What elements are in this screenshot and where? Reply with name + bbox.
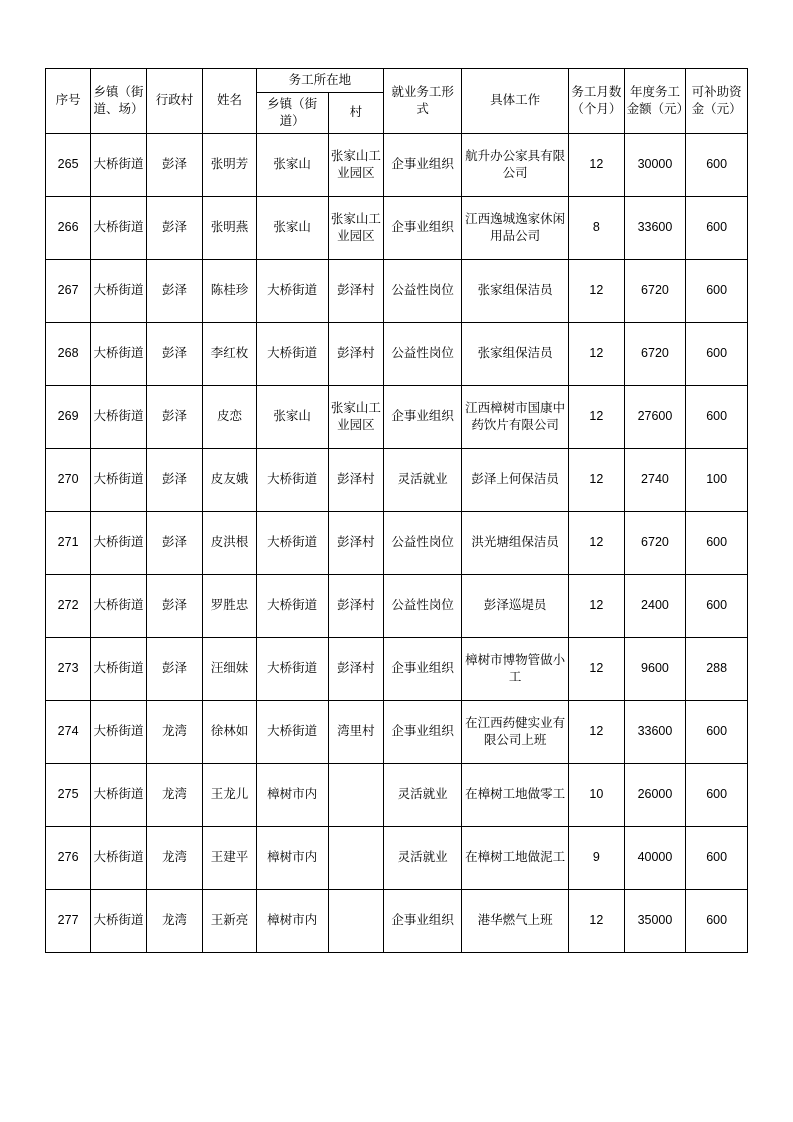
cell-job: 航升办公家具有限公司 xyxy=(462,133,569,196)
table-row xyxy=(46,574,748,637)
header-months: 务工月数（个月） xyxy=(569,69,625,134)
header-work-form: 就业务工形式 xyxy=(384,69,462,134)
table-row xyxy=(46,700,748,763)
cell-months: 12 xyxy=(569,511,625,574)
cell-subsidy: 600 xyxy=(686,511,748,574)
cell-work-form: 灵活就业 xyxy=(384,448,462,511)
cell-subsidy: 600 xyxy=(686,763,748,826)
cell-amount: 6720 xyxy=(624,322,686,385)
cell-work-village: 张家山工业园区 xyxy=(328,196,384,259)
cell-amount: 26000 xyxy=(624,763,686,826)
cell-work-form: 企事业组织 xyxy=(384,196,462,259)
cell-months: 12 xyxy=(569,637,625,700)
cell-work-town: 樟树市内 xyxy=(256,889,328,952)
cell-work-village: 彭泽村 xyxy=(328,637,384,700)
cell-name: 李红枚 xyxy=(203,322,256,385)
cell-work-village: 彭泽村 xyxy=(328,259,384,322)
cell-amount: 33600 xyxy=(624,700,686,763)
table-row xyxy=(46,889,748,952)
cell-seq: 274 xyxy=(46,700,91,763)
cell-village: 彭泽 xyxy=(146,322,203,385)
cell-work-village: 彭泽村 xyxy=(328,574,384,637)
cell-amount: 2740 xyxy=(624,448,686,511)
cell-work-form: 灵活就业 xyxy=(384,826,462,889)
table-row xyxy=(46,259,748,322)
cell-village: 龙湾 xyxy=(146,826,203,889)
cell-work-town: 大桥街道 xyxy=(256,448,328,511)
header-amount: 年度务工金额（元） xyxy=(624,69,686,134)
cell-work-town: 大桥街道 xyxy=(256,259,328,322)
cell-name: 陈桂珍 xyxy=(203,259,256,322)
cell-job: 江西逸城逸家休闲用品公司 xyxy=(462,196,569,259)
cell-name: 张明芳 xyxy=(203,133,256,196)
cell-subsidy: 600 xyxy=(686,196,748,259)
cell-job: 在樟树工地做泥工 xyxy=(462,826,569,889)
cell-subsidy: 288 xyxy=(686,637,748,700)
cell-amount: 27600 xyxy=(624,385,686,448)
cell-village: 彭泽 xyxy=(146,448,203,511)
cell-amount: 6720 xyxy=(624,511,686,574)
cell-town: 大桥街道 xyxy=(91,700,147,763)
header-work-place-group: 务工所在地 xyxy=(256,69,383,93)
header-work-village: 村 xyxy=(328,92,384,133)
table-row xyxy=(46,826,748,889)
table-header xyxy=(46,69,748,134)
cell-subsidy: 600 xyxy=(686,385,748,448)
cell-amount: 2400 xyxy=(624,574,686,637)
cell-village: 龙湾 xyxy=(146,889,203,952)
cell-work-town: 大桥街道 xyxy=(256,511,328,574)
cell-seq: 276 xyxy=(46,826,91,889)
cell-town: 大桥街道 xyxy=(91,196,147,259)
cell-amount: 40000 xyxy=(624,826,686,889)
cell-village: 彭泽 xyxy=(146,259,203,322)
cell-job: 张家组保洁员 xyxy=(462,259,569,322)
cell-work-village: 彭泽村 xyxy=(328,511,384,574)
cell-work-form: 公益性岗位 xyxy=(384,511,462,574)
cell-town: 大桥街道 xyxy=(91,259,147,322)
table-row xyxy=(46,448,748,511)
header-name: 姓名 xyxy=(203,69,256,134)
table-body xyxy=(46,133,748,952)
table-row xyxy=(46,637,748,700)
cell-amount: 30000 xyxy=(624,133,686,196)
cell-work-village xyxy=(328,763,384,826)
cell-work-town: 大桥街道 xyxy=(256,322,328,385)
subsidy-table xyxy=(45,68,748,953)
cell-work-form: 公益性岗位 xyxy=(384,574,462,637)
cell-seq: 267 xyxy=(46,259,91,322)
cell-town: 大桥街道 xyxy=(91,133,147,196)
cell-months: 12 xyxy=(569,700,625,763)
table-row xyxy=(46,196,748,259)
cell-town: 大桥街道 xyxy=(91,826,147,889)
cell-work-village: 彭泽村 xyxy=(328,322,384,385)
cell-work-town: 张家山 xyxy=(256,133,328,196)
cell-work-town: 张家山 xyxy=(256,385,328,448)
cell-seq: 265 xyxy=(46,133,91,196)
cell-village: 彭泽 xyxy=(146,133,203,196)
cell-work-form: 企事业组织 xyxy=(384,385,462,448)
cell-job: 彭泽巡堤员 xyxy=(462,574,569,637)
cell-job: 江西樟树市国康中药饮片有限公司 xyxy=(462,385,569,448)
cell-work-town: 樟树市内 xyxy=(256,826,328,889)
cell-work-form: 企事业组织 xyxy=(384,637,462,700)
header-town: 乡镇（街道、场） xyxy=(91,69,147,134)
cell-amount: 6720 xyxy=(624,259,686,322)
cell-work-form: 企事业组织 xyxy=(384,133,462,196)
cell-work-form: 公益性岗位 xyxy=(384,322,462,385)
cell-seq: 271 xyxy=(46,511,91,574)
cell-name: 罗胜忠 xyxy=(203,574,256,637)
cell-job: 樟树市博物管做小工 xyxy=(462,637,569,700)
cell-work-town: 张家山 xyxy=(256,196,328,259)
header-village: 行政村 xyxy=(146,69,203,134)
cell-work-form: 企事业组织 xyxy=(384,889,462,952)
cell-months: 12 xyxy=(569,133,625,196)
cell-job: 张家组保洁员 xyxy=(462,322,569,385)
cell-work-town: 大桥街道 xyxy=(256,637,328,700)
table-row xyxy=(46,133,748,196)
cell-work-village: 张家山工业园区 xyxy=(328,133,384,196)
cell-months: 10 xyxy=(569,763,625,826)
cell-work-form: 企事业组织 xyxy=(384,700,462,763)
cell-name: 王龙儿 xyxy=(203,763,256,826)
cell-village: 彭泽 xyxy=(146,574,203,637)
cell-job: 港华燃气上班 xyxy=(462,889,569,952)
cell-job: 在樟树工地做零工 xyxy=(462,763,569,826)
cell-name: 皮恋 xyxy=(203,385,256,448)
cell-months: 12 xyxy=(569,259,625,322)
cell-months: 12 xyxy=(569,889,625,952)
cell-seq: 275 xyxy=(46,763,91,826)
cell-job: 洪光塘组保洁员 xyxy=(462,511,569,574)
cell-amount: 9600 xyxy=(624,637,686,700)
cell-work-town: 樟树市内 xyxy=(256,763,328,826)
cell-name: 皮洪根 xyxy=(203,511,256,574)
cell-town: 大桥街道 xyxy=(91,322,147,385)
cell-months: 12 xyxy=(569,448,625,511)
table-row xyxy=(46,763,748,826)
header-row-1 xyxy=(46,69,748,93)
cell-subsidy: 600 xyxy=(686,133,748,196)
cell-town: 大桥街道 xyxy=(91,385,147,448)
cell-work-village xyxy=(328,826,384,889)
cell-seq: 269 xyxy=(46,385,91,448)
cell-work-form: 公益性岗位 xyxy=(384,259,462,322)
cell-months: 9 xyxy=(569,826,625,889)
cell-subsidy: 600 xyxy=(686,889,748,952)
cell-village: 彭泽 xyxy=(146,511,203,574)
cell-village: 彭泽 xyxy=(146,196,203,259)
cell-months: 8 xyxy=(569,196,625,259)
cell-work-form: 灵活就业 xyxy=(384,763,462,826)
cell-work-village: 湾里村 xyxy=(328,700,384,763)
cell-subsidy: 600 xyxy=(686,322,748,385)
cell-name: 张明燕 xyxy=(203,196,256,259)
cell-name: 徐林如 xyxy=(203,700,256,763)
cell-subsidy: 100 xyxy=(686,448,748,511)
cell-village: 彭泽 xyxy=(146,385,203,448)
header-subsidy: 可补助资金（元） xyxy=(686,69,748,134)
cell-town: 大桥街道 xyxy=(91,889,147,952)
cell-subsidy: 600 xyxy=(686,259,748,322)
table-row xyxy=(46,385,748,448)
cell-village: 龙湾 xyxy=(146,763,203,826)
cell-town: 大桥街道 xyxy=(91,574,147,637)
cell-work-village: 张家山工业园区 xyxy=(328,385,384,448)
header-work-town: 乡镇（街道） xyxy=(256,92,328,133)
cell-seq: 266 xyxy=(46,196,91,259)
cell-months: 12 xyxy=(569,322,625,385)
cell-work-town: 大桥街道 xyxy=(256,574,328,637)
cell-seq: 272 xyxy=(46,574,91,637)
cell-name: 皮友娥 xyxy=(203,448,256,511)
cell-amount: 35000 xyxy=(624,889,686,952)
cell-village: 彭泽 xyxy=(146,637,203,700)
cell-town: 大桥街道 xyxy=(91,637,147,700)
header-seq: 序号 xyxy=(46,69,91,134)
cell-name: 汪细妹 xyxy=(203,637,256,700)
cell-amount: 33600 xyxy=(624,196,686,259)
cell-seq: 277 xyxy=(46,889,91,952)
cell-town: 大桥街道 xyxy=(91,763,147,826)
table-row xyxy=(46,511,748,574)
table-row xyxy=(46,322,748,385)
cell-seq: 273 xyxy=(46,637,91,700)
cell-subsidy: 600 xyxy=(686,826,748,889)
cell-village: 龙湾 xyxy=(146,700,203,763)
cell-seq: 270 xyxy=(46,448,91,511)
header-job: 具体工作 xyxy=(462,69,569,134)
cell-subsidy: 600 xyxy=(686,574,748,637)
cell-months: 12 xyxy=(569,385,625,448)
cell-seq: 268 xyxy=(46,322,91,385)
cell-town: 大桥街道 xyxy=(91,511,147,574)
cell-work-town: 大桥街道 xyxy=(256,700,328,763)
cell-work-village xyxy=(328,889,384,952)
cell-name: 王新亮 xyxy=(203,889,256,952)
cell-name: 王建平 xyxy=(203,826,256,889)
cell-subsidy: 600 xyxy=(686,700,748,763)
cell-job: 彭泽上何保洁员 xyxy=(462,448,569,511)
cell-job: 在江西药健实业有限公司上班 xyxy=(462,700,569,763)
cell-town: 大桥街道 xyxy=(91,448,147,511)
cell-work-village: 彭泽村 xyxy=(328,448,384,511)
cell-months: 12 xyxy=(569,574,625,637)
